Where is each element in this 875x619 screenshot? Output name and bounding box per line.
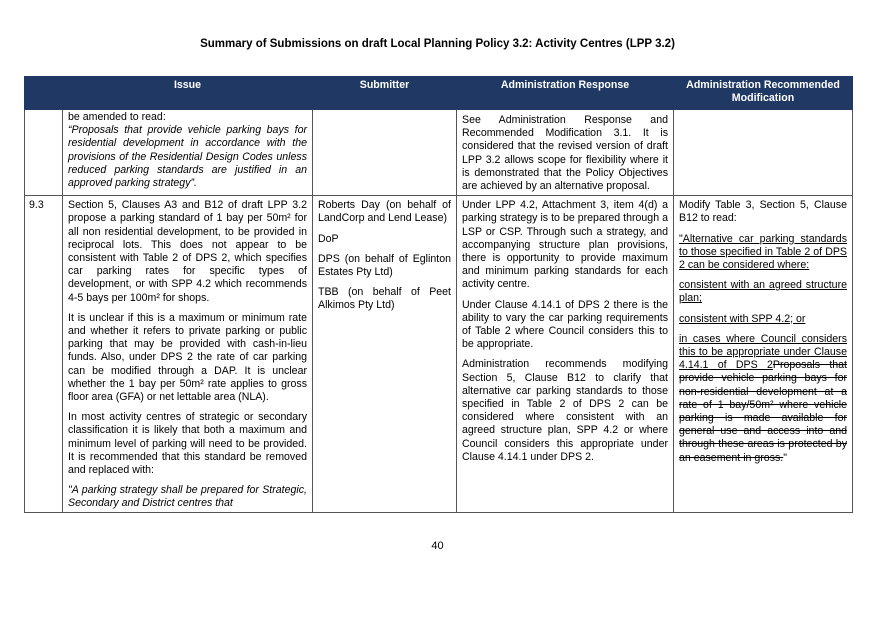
modification-inserted-text: consistent with an agreed structure plan;	[679, 279, 847, 305]
response-cell	[457, 196, 674, 512]
header-issue: Issue	[63, 77, 313, 110]
submitter-name: TBB (on behalf of Peet Alkimos Pty Ltd)	[318, 286, 451, 312]
row-number: 9.3	[25, 196, 63, 512]
issue-cell	[63, 110, 313, 196]
response-cell	[457, 110, 674, 196]
modification-deleted-text: Proposals that provide vehicle parking bays for non-residential development at a rate of 1 bay/50m² where vehicle parking is made available for general use and access into and through these areas is protected by an easement in gross.	[679, 359, 847, 464]
page-title: Summary of Submissions on draft Local Planning Policy 3.2: Activity Centres (LPP 3.2)	[200, 38, 675, 50]
modification-inserted-text: in cases where Council considers this to be appropriate under Clause 4.14.1 of DPS 2	[679, 332, 847, 372]
issue-quote: “Proposals that provide vehicle parking bays for residential development in accordance with the provisions of the Residential Design Codes unless reduced parking standards are justified in an approved parking strategy”.	[68, 124, 307, 190]
submitter-name: DoP	[318, 232, 339, 245]
modification-inserted-text: "Alternative car parking standards to those specified in Table 2 of DPS 2 can be considered where:	[679, 232, 847, 272]
response-text: Under Clause 4.14.1 of DPS 2 there is the ability to vary the car parking requirements of Table 2 where Council considers this to be appropriate.	[462, 298, 668, 351]
submitter-cell	[313, 110, 457, 196]
table-row	[25, 196, 853, 512]
table-row	[25, 110, 853, 196]
modification-cell	[674, 110, 853, 196]
row-number	[25, 110, 63, 196]
modification-clause	[679, 333, 847, 465]
response-text: Under LPP 4.2, Attachment 3, item 4(d) a parking strategy is to be prepared through a LSP or CSP. Through such a strategy, and accompanying structure plan provisions, there is opportunity to provide maximum and minimum parking standards for each activity centre.	[462, 199, 668, 291]
issue-text: It is unclear if this is a maximum or minimum rate and whether it refers to private parking or public parking that may be provided with cash-in-lieu funds. Also, under DPS 2 the rate of car parking can be modified through a DAP. It is unclear whether the 1 bay per 50m² rate applies to gross floor area (GFA) or net lettable area (NLA).	[68, 311, 307, 404]
modification-cell	[674, 196, 853, 512]
submitter-name: DPS (on behalf of Eglinton Estates Pty Ltd)	[318, 252, 451, 279]
response-text: Administration recommends modifying Section 5, Clause B12 to clarify that alternative car parking standards to those specified in Table 2 of DPS 2 can be considered where consistent with an agreed structure plan, SPP 4.2 or where Council considers this appropriate under Clause 4.14.1 under DPS 2.	[462, 358, 668, 463]
modification-inserted-text: consistent with SPP 4.2; or	[679, 312, 806, 325]
header-submitter: Submitter	[313, 77, 457, 110]
closing-quote: "	[783, 451, 787, 464]
header-administration-response: Administration Response	[457, 77, 674, 110]
submissions-table	[24, 76, 853, 513]
header-number	[25, 77, 63, 110]
issue-quote: "A parking strategy shall be prepared for Strategic, Secondary and District centres that	[68, 484, 307, 510]
issue-text: In most activity centres of strategic or secondary classification it is likely that both a maximum and minimum level of parking will need to be provided. It is recommended that this standard be removed and replaced with:	[68, 411, 307, 477]
header-recommended-modification: Administration Recommended Modification	[674, 77, 853, 110]
modification-text: Modify Table 3, Section 5, Clause B12 to read:	[679, 199, 847, 225]
page-number: 40	[431, 540, 444, 552]
response-text: See Administration Response and Recommended Modification 3.1. It is considered that the revised version of draft LPP 3.2 allows scope for flexibility where it is demonstrated that the Policy Objectives are achieved by an alternative proposal.	[462, 114, 668, 193]
issue-text: be amended to read:	[68, 111, 166, 123]
issue-text: Section 5, Clauses A3 and B12 of draft LPP 3.2 propose a parking standard of 1 bay per 50m² for all non residential development, to be provided in reciprocal lots. This does not appear to be consistent with Table 2 of DPS 2, which specifies car parking rates for specific types of development, or with SPP 4.2 which recommends 4-5 bays per 100m² for shops.	[68, 199, 307, 304]
submitter-cell	[313, 196, 457, 512]
table-header-row	[25, 77, 853, 110]
issue-cell	[63, 196, 313, 512]
submitter-name: Roberts Day (on behalf of LandCorp and Lend Lease)	[318, 199, 451, 225]
